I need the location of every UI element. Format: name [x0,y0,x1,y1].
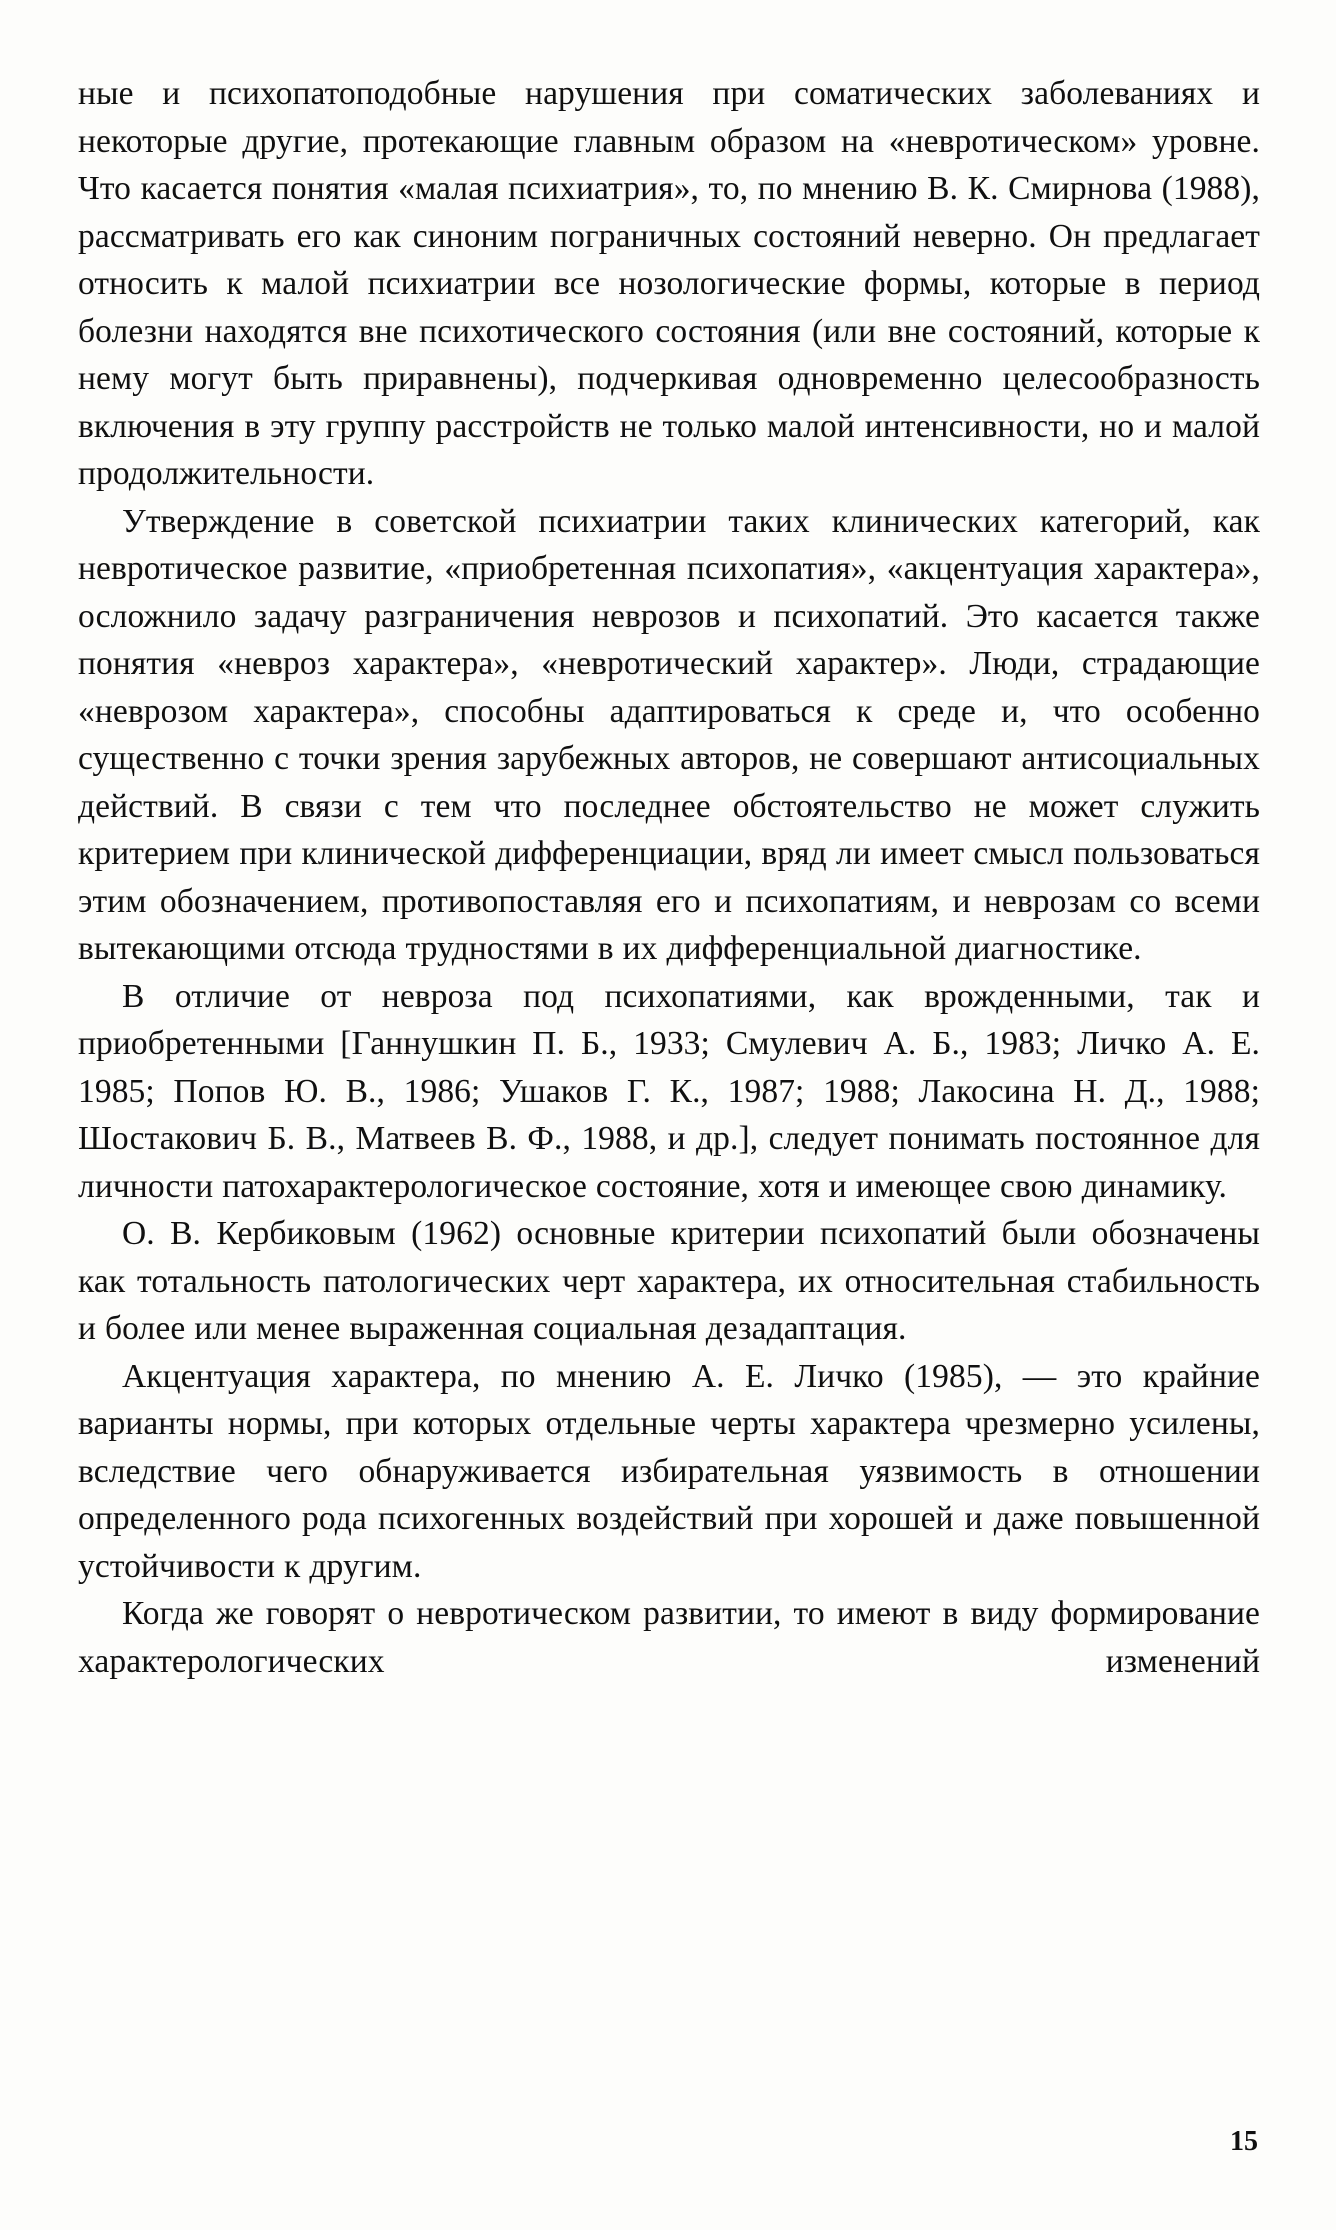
paragraph: Утверждение в советской психиатрии таких клинических категорий, как невротическое развитие, «приобретенная психопатия», «акцентуация характера», осложнило задачу разграничения неврозов и психопатий. Это касается также понятия «невроз характера», «невротический характер». Люди, страдающие «неврозом характера», способны адаптироваться к среде и, что особенно существенно с точки зрения зарубежных авторов, не совершают антисоциальных действий. В связи с тем что последнее обстоятельство не может служить критерием при клинической дифференциации, вряд ли имеет смысл пользоваться этим обозначением, противопоставляя его и психопатиям, и неврозам со всеми вытекающими отсюда трудностями в их дифференциальной диагностике. [78,502,1260,967]
paragraph: Когда же говорят о невротическом развитии, то имеют в виду формирование характерологических изменений [78,1595,1260,1680]
paragraph: ные и психопатоподобные нарушения при соматических заболеваниях и некоторые другие, протекающие главным образом на «невротическом» уровне. Что касается понятия «малая психиатрия», то, по мнению В. К. Смирнова (1988), рассматривать его как синоним пограничных состояний неверно. Он предлагает относить к малой психиатрии все нозологические формы, которые в период болезни находятся вне психотического состояния (или вне состояний, которые к нему могут быть приравнены), подчеркивая одновременно целесообразность включения в эту группу расстройств не только малой интенсивности, но и малой продолжительности. [78,75,1260,492]
paragraph: Акцентуация характера, по мнению А. Е. Личко (1985), — это крайние варианты нормы, при которых отдельные черты характера чрезмерно усилены, вследствие чего обнаруживается избирательная уязвимость в отношении определенного рода психогенных воздействий при хорошей и даже повышенной устойчивости к другим. [78,1357,1260,1585]
paragraph: В отличие от невроза под психопатиями, как врожденными, так и приобретенными [Ганнушкин П. Б., 1933; Смулевич А. Б., 1983; Личко А. Е. 1985; Попов Ю. В., 1986; Ушаков Г. К., 1987; 1988; Лакосина Н. Д., 1988; Шостакович Б. В., Матвеев В. Ф., 1988, и др.], следует понимать постоянное для личности патохарактерологическое состояние, хотя и имеющее свою динамику. [78,977,1260,1205]
page-text-body [78,70,1260,1685]
page-number: 15 [1230,2126,1258,2157]
paragraph: О. В. Кербиковым (1962) основные критерии психопатий были обозначены как тотальность патологических черт характера, их относительная стабильность и более или менее выраженная социальная дезадаптация. [78,1215,1260,1347]
